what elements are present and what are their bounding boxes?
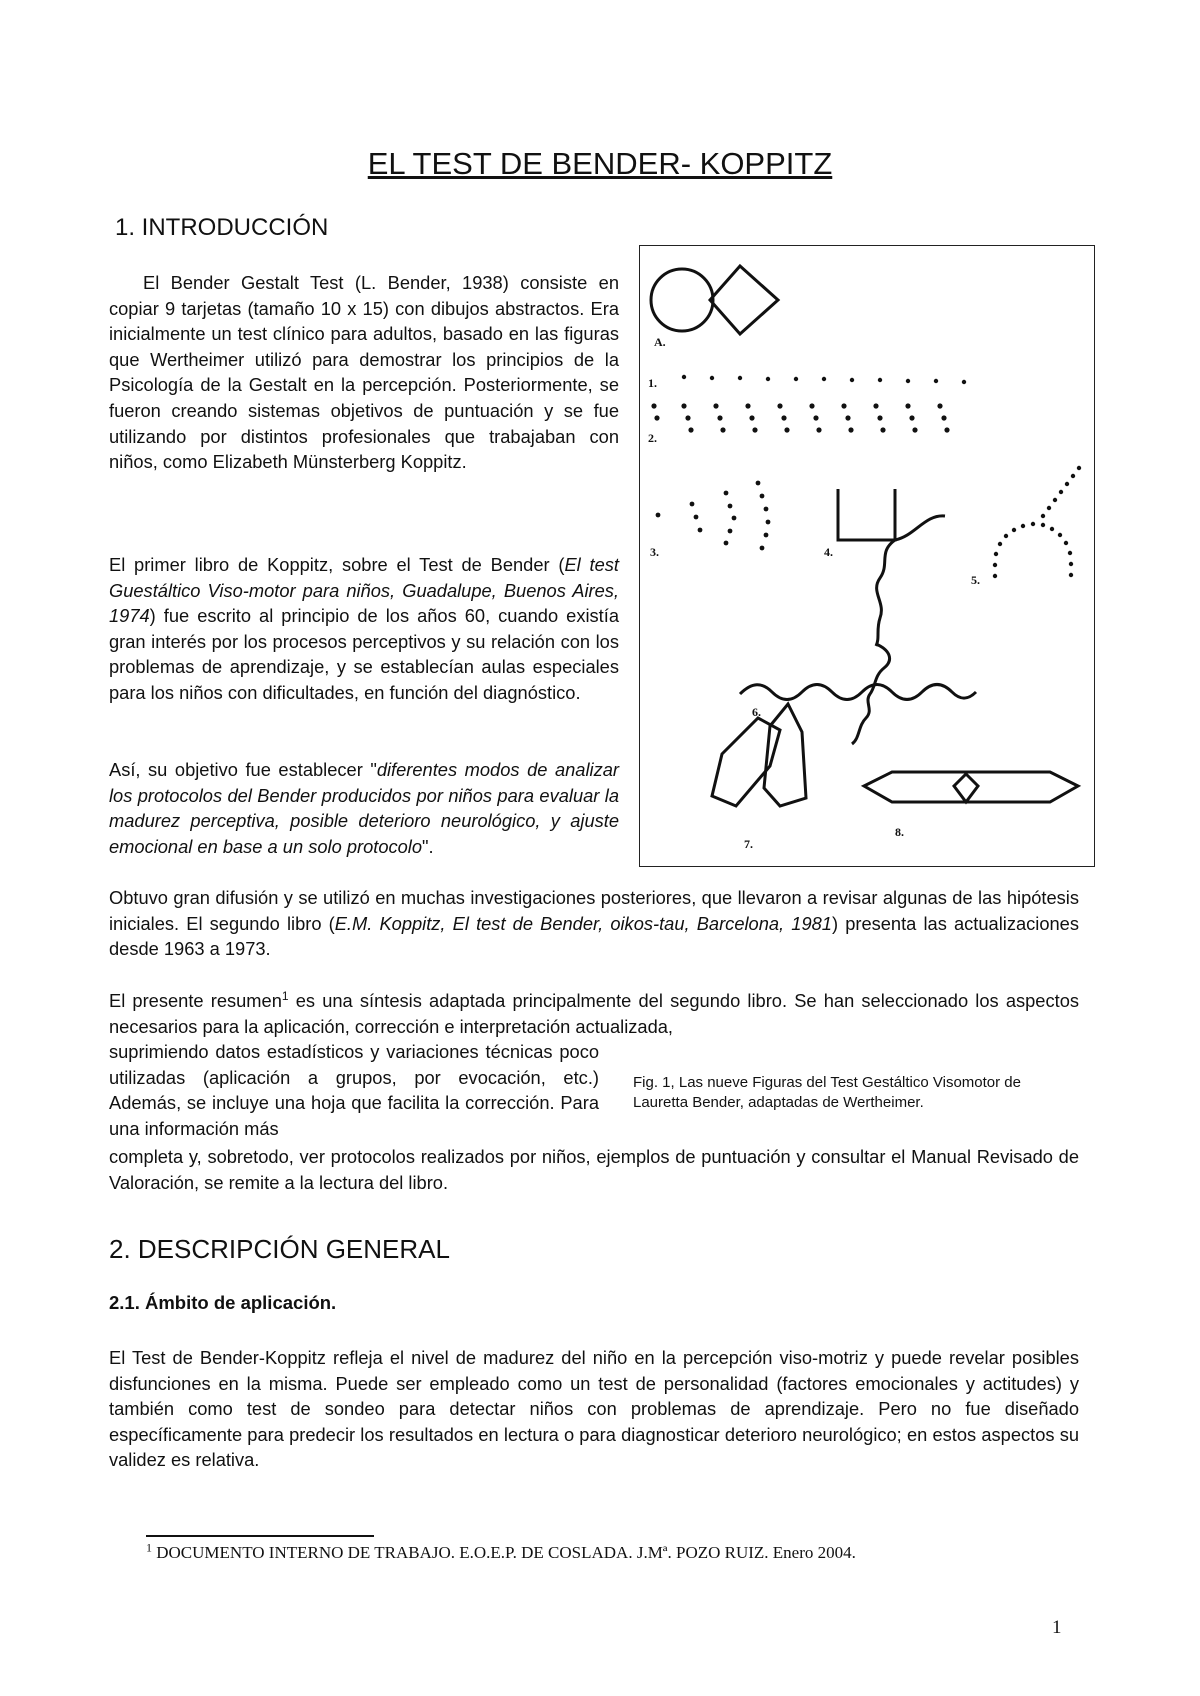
figure-label-5: 5.: [971, 573, 980, 587]
figure-4: [838, 489, 945, 646]
intro-paragraph-5b: suprimiendo datos estadísticos y variaciones técnicas poco utilizadas (aplicación a grupos, por evocación, etc.) Además, se incluye una hoja que facilita la corrección. Para una información más: [109, 1041, 599, 1139]
p5-text-b: es una síntesis adaptada principalmente del segundo libro. Se han seleccionado los aspectos necesarios para la aplicación, corrección e interpretación actualizada,: [109, 990, 1080, 1037]
intro-paragraph-4: [109, 885, 1079, 962]
section-2-heading: 2. DESCRIPCIÓN GENERAL: [109, 1234, 450, 1264]
figure-a-circle: [651, 269, 713, 331]
p2-text-a: El primer libro de Koppitz, sobre el Test de Bender (: [109, 554, 565, 575]
section-2-1-paragraph: El Test de Bender-Koppitz refleja el nivel de madurez del niño en la percepción viso-motriz y puede revelar posibles disfunciones en la misma. Puede ser empleado como un test de personalidad (factores emocionales y actitudes) y también como test de sondeo para detectar niños con problemas de aprendizaje. Pero no fue diseñado específicamente para predecir los resultados en lectura o para diagnosticar deterioro neurológico; en estos aspectos su validez es relativa.: [109, 1347, 1079, 1471]
figure-label-3: 3.: [650, 545, 659, 559]
footnote: [146, 1540, 856, 1563]
intro-paragraph-3: [109, 757, 619, 859]
p3-italic-quote: diferentes modos de analizar los protocolos del Bender producidos por niños para evaluar la madurez perceptiva, posible deterioro neurológico, y ajuste emocional en base a un solo protocolo: [109, 759, 619, 857]
figure-label-1: 1.: [648, 376, 657, 390]
figure-label-8: 8.: [895, 825, 904, 839]
figure-label-7: 7.: [744, 837, 753, 851]
document-title: EL TEST DE BENDER- KOPPITZ: [367, 146, 833, 181]
section-2-1-heading: 2.1. Ámbito de aplicación.: [109, 1292, 337, 1313]
p4-text-a: Obtuvo gran difusión y se utilizó en muchas investigaciones posteriores, que llevaron a revisar algunas de las hipótesis iniciales. El segundo libro (: [109, 887, 1079, 934]
figure-8: [864, 772, 1078, 802]
bender-figures-drawing: [640, 246, 1096, 868]
intro-paragraph-1: El Bender Gestalt Test (L. Bender, 1938) consiste en copiar 9 tarjetas (tamaño 10 x 15) con dibujos abstractos. Era inicialmente un test clínico para adultos, basado en las figuras que Wertheimer utilizó para demostrar los principios de la Psicología de la Gestalt en la percepción. Posteriormente, se fueron creando sistemas objetivos de puntuación y se fue utilizando por distintos profesionales que trabajaban con niños, como Elizabeth Münsterberg Koppitz.: [109, 272, 619, 473]
p2-text-c: ) fue escrito al principio de los años 60, cuando existía gran interés por los procesos perceptivos y su relación con los problemas de aprendizaje, y se establecían aulas especiales para los niños con dificultades, en función del diagnóstico.: [109, 605, 619, 703]
figure-caption: Fig. 1, Las nueve Figuras del Test Gestáltico Visomotor de Lauretta Bender, adaptadas de Wertheimer.: [633, 1074, 1021, 1111]
p5-text-a: El presente resumen: [109, 990, 282, 1011]
figure-5: [993, 466, 1081, 578]
figure-a-diamond: [710, 266, 778, 334]
page-number: 1: [1052, 1617, 1062, 1638]
figure-3: [656, 481, 771, 551]
p3-text-c: ".: [422, 835, 434, 857]
intro-paragraph-5a: [109, 988, 1079, 1039]
footnote-reference[interactable]: 1: [281, 988, 289, 1003]
footnote-separator: [146, 1535, 374, 1537]
intro-paragraph-5c: completa y, sobretodo, ver protocolos realizados por niños, ejemplos de puntuación y consultar el Manual Revisado de Valoración, se remite a la lectura del libro.: [109, 1146, 1079, 1193]
figure-label-6: 6.: [752, 705, 761, 719]
footnote-mark: 1: [146, 1540, 152, 1555]
figure-1: [682, 375, 966, 384]
figure-a: [651, 266, 778, 334]
figure-2: [651, 403, 949, 432]
figure-label-2: 2.: [648, 431, 657, 445]
p4-text-c: ) presenta las actualizaciones desde 1963 a 1973.: [109, 912, 1079, 960]
footnote-text: DOCUMENTO INTERNO DE TRABAJO. E.O.E.P. DE COSLADA. J.Mª. POZO RUIZ. Enero 2004.: [152, 1543, 856, 1562]
intro-paragraph-2: [109, 552, 619, 706]
section-1-heading: 1. INTRODUCCIÓN: [115, 214, 329, 241]
figure-label-a: A.: [654, 335, 666, 349]
p2-italic-book: El test Guestáltico Viso-motor para niños, Guadalupe, Buenos Aires, 1974: [109, 554, 619, 627]
figure-label-4: 4.: [824, 545, 833, 559]
p3-text-a: Así, su objetivo fue establecer ": [109, 759, 377, 780]
bender-figures-box: [639, 245, 1095, 867]
figure-7: [712, 704, 806, 806]
p4-italic-book: E.M. Koppitz, El test de Bender, oikos-tau, Barcelona, 1981: [334, 912, 832, 934]
